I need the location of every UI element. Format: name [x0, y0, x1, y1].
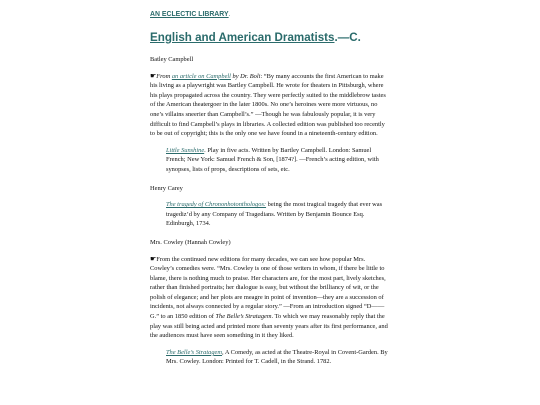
campbell-note	[150, 72, 390, 139]
page-title-link[interactable]: English and American Dramatists	[150, 31, 335, 44]
campbell-from-colon: :	[260, 72, 264, 80]
book-entry-belles-stratagem	[166, 348, 390, 367]
campbell-article-link[interactable]: an article on Campbell	[171, 72, 231, 80]
book-desc-little-sunshine: . Play in five acts. Written by Bartley Campbell. London: Samuel French; New York: Samuel French & Son, [1874?]. —French’s acting edition, with synopses, lists of props, descriptions of sets, etc.	[166, 146, 379, 173]
book-link-chrononhotonthologos[interactable]: The tragedy of Chrononhotonthologos:	[166, 201, 267, 209]
book-entry-little-sunshine	[166, 146, 390, 175]
main-content	[150, 10, 390, 376]
campbell-from-prefix: From	[156, 72, 172, 80]
cowley-note-text-1: From the continued new editions for many decades, we can see how popular Mrs. Cowley’s comedies were. “Mrs. Cowley is one of those writers in whom, if there be little to blame, there is nothing much to praise. Her characters are, for the most part, lively sketches, rather than finished portraits; her dialogue is easy, but without the brilliancy of wit, or the polish of elegance; and her plots are meagre in point of invention—they are a succession of incidents, not always connected by a regular story.” —From an introduction signed “D——G.” to an 1850 edition of	[150, 255, 386, 321]
campbell-quote: “By many accounts the first American to make his living as a playwright was Bartley Campbell. He wrote for theaters in Pittsburgh, where his plays propagated across the country. They were perfectly suited to the middlebrow tastes of the American theatergoer in the later 1800s. No one’s heroines were more virtuous, no one’s villains sneerier than Campbell’s.” —Though he was fabulously popular, it is very difficult to find Campbell’s plays in libraries. A collected edition was published too recently to be out of copyright; this is the only one we have found in a nineteenth-century edition.	[150, 72, 386, 138]
book-link-little-sunshine[interactable]: Little Sunshine	[166, 146, 205, 154]
book-link-belles-stratagem[interactable]: The Belle’s Stratagem	[166, 348, 222, 356]
page-title-suffix: .—C.	[334, 31, 361, 44]
campbell-from-by: by Dr. Boli	[230, 72, 261, 80]
book-desc-chrononhotonthologos: being the most tragical tragedy that ever was tragediz’d by any Company of Tragedians. Written by Benjamin Bounce Esq. Edinburgh, 1734.	[166, 201, 383, 228]
author-heading-carey: Henry Carey	[150, 184, 183, 192]
pointing-hand-icon: ☛	[150, 71, 157, 80]
author-heading-campbell: Batley Campbell	[150, 56, 194, 63]
page-title	[150, 31, 390, 45]
book-desc-belles-stratagem: , A Comedy, as acted at the Theatre-Royal in Covent-Garden. By Mrs. Cowley. London: Printed for T. Cadell, in the Strand. 1782.	[166, 348, 388, 366]
cowley-note-text-2: . To which we may reasonably reply that the play was still being acted and printed more than seventy years after its first performance, and the audiences must have seen something in it they liked.	[150, 313, 388, 340]
cowley-note	[150, 255, 390, 341]
site-header-dot: .	[228, 11, 231, 18]
site-home-link[interactable]: AN ECLECTIC LIBRARY	[150, 11, 229, 18]
site-header	[150, 10, 390, 31]
book-entry-chrononhotonthologos	[166, 200, 390, 229]
pointing-hand-icon: ☛	[150, 254, 157, 263]
cowley-note-italic-title: The Belle’s Stratagem	[215, 313, 272, 321]
author-heading-cowley: Mrs. Cowley (Hannah Cowley)	[150, 238, 231, 246]
